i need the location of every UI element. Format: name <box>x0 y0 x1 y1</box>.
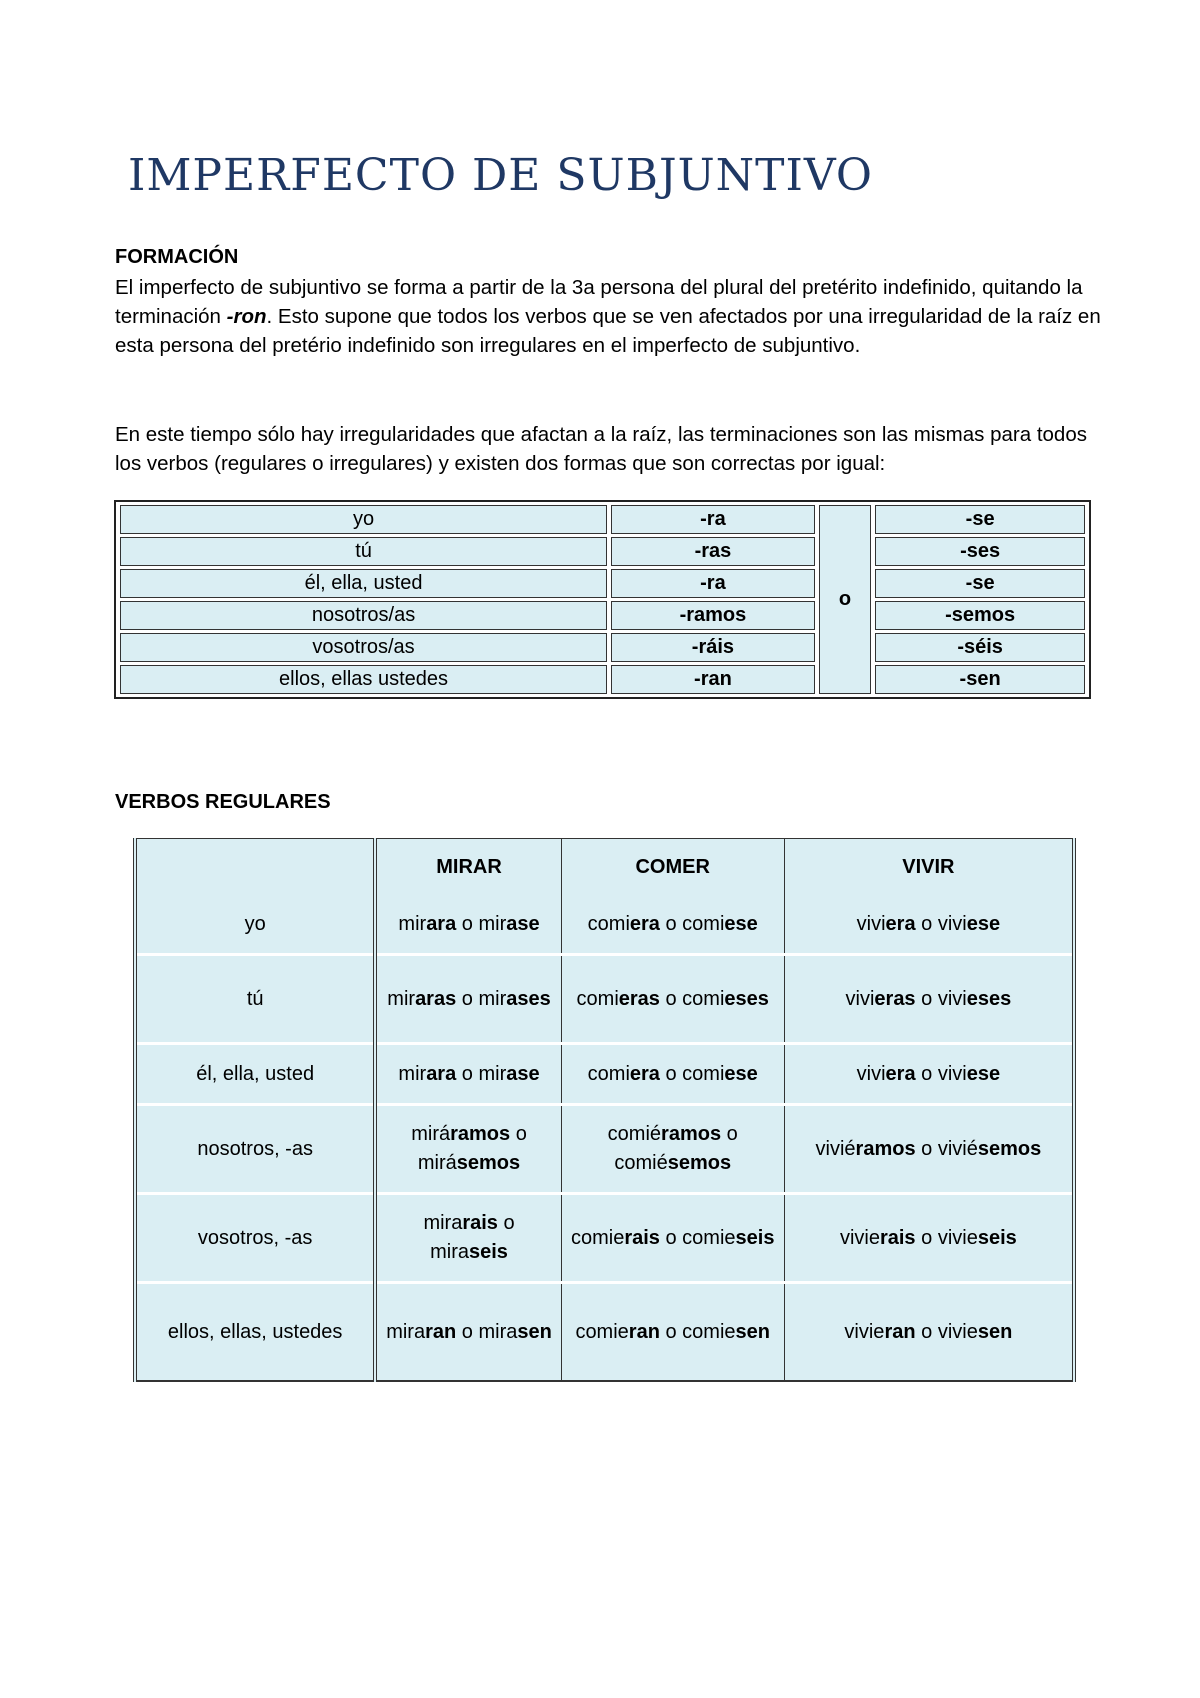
verb-stem: comi <box>682 1062 725 1085</box>
paragraph-text: El imperfecto de subjuntivo se forma a partir de la 3a persona del plural del pretérito indefinido, quitando la terminación <box>115 276 1083 328</box>
verb-stem: comi <box>682 987 725 1010</box>
connector-text: o <box>659 1226 683 1249</box>
verb-stem: vivié <box>815 1137 856 1160</box>
conjugation-cell-mirar <box>375 955 561 1044</box>
verb-stem: vivi <box>845 987 875 1010</box>
formacion-paragraph-1 <box>115 273 1105 360</box>
verb-ending: seis <box>977 1226 1017 1249</box>
ra-ending-cell: -ra <box>611 505 815 534</box>
conjugation-cell-mirar <box>375 1194 561 1283</box>
pronoun-cell: yo <box>120 505 607 534</box>
header-vivir: VIVIR <box>784 839 1074 896</box>
verb-row <box>135 1044 1074 1105</box>
verb-ending: semos <box>667 1152 732 1174</box>
conjugation-cell-vivir <box>784 1283 1074 1382</box>
verb-ending: semos <box>977 1137 1042 1160</box>
pronoun-cell: tú <box>120 537 607 566</box>
conjugation-cell-comer <box>561 1044 784 1105</box>
connector-text: o <box>915 1320 938 1343</box>
formacion-heading: FORMACIÓN <box>115 246 239 268</box>
verb-ending: ran <box>425 1320 457 1343</box>
endings-row <box>120 569 1085 598</box>
pronoun-cell: ellos, ellas ustedes <box>120 665 607 694</box>
verb-stem: comié <box>614 1152 668 1174</box>
connector-text: o <box>456 1062 479 1085</box>
verb-stem: comi <box>576 987 619 1010</box>
verb-stem: comi <box>587 1062 630 1085</box>
verb-ending: ase <box>506 912 540 935</box>
verb-ending: eras <box>874 987 916 1010</box>
verb-stem: vivie <box>937 1226 978 1249</box>
regular-verbs-table <box>133 838 1076 1382</box>
se-ending-cell: -ses <box>875 537 1085 566</box>
endings-row <box>120 665 1085 694</box>
conjugation-cell-mirar <box>375 1283 561 1382</box>
verb-ending: era <box>629 912 660 935</box>
verb-stem: mirá <box>411 1123 451 1145</box>
verb-row <box>135 1283 1074 1382</box>
verb-ending: sen <box>977 1320 1013 1343</box>
verb-stem: mira <box>478 1320 518 1343</box>
endings-row <box>120 633 1085 662</box>
empty-header-cell <box>135 839 375 896</box>
connector-text: o <box>915 912 938 935</box>
verb-stem: mir <box>387 987 416 1010</box>
conjugation-cell-vivir <box>784 955 1074 1044</box>
verb-ending: rais <box>624 1226 660 1249</box>
header-comer: COMER <box>561 839 784 896</box>
conjugation-cell-mirar <box>375 1044 561 1105</box>
conjugation-cell-comer <box>561 1105 784 1194</box>
verb-ending: ramos <box>661 1123 722 1145</box>
connector-text: o <box>659 1062 683 1085</box>
verb-ending: rais <box>462 1212 498 1234</box>
conjugation-cell-vivir <box>784 1105 1074 1194</box>
verb-stem: mira <box>386 1320 426 1343</box>
verb-ending: era <box>885 1062 916 1085</box>
verb-stem: vivie <box>839 1226 880 1249</box>
verb-stem: vivi <box>856 912 886 935</box>
endings-row <box>120 537 1085 566</box>
connector-text: o <box>510 1123 527 1145</box>
verb-stem: mir <box>398 912 427 935</box>
connector-text: o <box>915 987 938 1010</box>
conjugation-cell-vivir <box>784 1044 1074 1105</box>
verb-stem: vivie <box>937 1320 978 1343</box>
verb-ending: ramos <box>450 1123 511 1145</box>
verb-row <box>135 1194 1074 1283</box>
pronoun-cell: él, ella, usted <box>120 569 607 598</box>
verb-stem: mira <box>423 1212 463 1234</box>
connector-text: o <box>915 1226 938 1249</box>
verb-stem: comie <box>682 1320 736 1343</box>
verb-stem: mir <box>478 987 507 1010</box>
verb-stem: vivie <box>844 1320 885 1343</box>
verb-row <box>135 955 1074 1044</box>
connector-text: o <box>659 987 683 1010</box>
se-ending-cell: -se <box>875 505 1085 534</box>
verb-stem: comié <box>607 1123 662 1145</box>
verb-stem: mira <box>430 1241 469 1263</box>
verb-stem: mir <box>398 1062 427 1085</box>
pronoun-cell: nosotros, -as <box>135 1105 375 1194</box>
verb-stem: vivi <box>937 912 967 935</box>
conjugation-cell-comer <box>561 955 784 1044</box>
ra-ending-cell: -ran <box>611 665 815 694</box>
pronoun-cell: vosotros/as <box>120 633 607 662</box>
verb-ending: ese <box>724 1062 758 1085</box>
se-ending-cell: -sen <box>875 665 1085 694</box>
pronoun-cell: ellos, ellas, ustedes <box>135 1283 375 1382</box>
ra-ending-cell: -ráis <box>611 633 815 662</box>
verb-ending: seis <box>469 1241 508 1263</box>
verb-ending: ese <box>966 912 1001 935</box>
pronoun-cell: yo <box>135 895 375 955</box>
se-ending-cell: -séis <box>875 633 1085 662</box>
verb-ending: ases <box>506 987 551 1010</box>
verb-ending: sen <box>735 1320 770 1343</box>
verb-stem: mir <box>478 912 507 935</box>
conjugation-cell-mirar <box>375 895 561 955</box>
endings-row <box>120 601 1085 630</box>
pronoun-cell: él, ella, usted <box>135 1044 375 1105</box>
verb-stem: comie <box>570 1226 625 1249</box>
verb-ending: ran <box>628 1320 660 1343</box>
verb-stem: mir <box>478 1062 507 1085</box>
verb-row <box>135 1105 1074 1194</box>
verb-stem: vivi <box>937 1062 967 1085</box>
ra-ending-cell: -ras <box>611 537 815 566</box>
conjugation-cell-comer <box>561 1283 784 1382</box>
paragraph-text: . Esto supone que todos los verbos que se ven afectados por una irregularidad de la raíz en esta persona del pretério indefinido son irregulares en el imperfecto de subjuntivo. <box>115 305 1101 357</box>
verb-ending: rais <box>879 1226 916 1249</box>
verb-ending: ase <box>506 1062 540 1085</box>
se-ending-cell: -semos <box>875 601 1085 630</box>
header-mirar: MIRAR <box>375 839 561 896</box>
verb-stem: vivié <box>937 1137 978 1160</box>
verb-ending: ran <box>884 1320 916 1343</box>
pronoun-cell: tú <box>135 955 375 1044</box>
connector-text: o <box>659 912 683 935</box>
verb-ending: ramos <box>855 1137 916 1160</box>
endings-row <box>120 505 1085 534</box>
verb-ending: sen <box>517 1320 552 1343</box>
conjugation-cell-vivir <box>784 1194 1074 1283</box>
connector-text: o <box>456 912 479 935</box>
se-ending-cell: -se <box>875 569 1085 598</box>
verb-ending: eras <box>618 987 660 1010</box>
verb-stem: vivi <box>856 1062 886 1085</box>
verb-stem: comie <box>682 1226 736 1249</box>
page-title: IMPERFECTO DE SUBJUNTIVO <box>128 150 873 201</box>
verb-ending: aras <box>415 987 457 1010</box>
connector-text: o <box>915 1137 938 1160</box>
verb-row <box>135 895 1074 955</box>
verb-ending: ese <box>724 912 758 935</box>
verb-stem: vivi <box>937 987 967 1010</box>
verb-stem: comie <box>575 1320 629 1343</box>
verbos-regulares-heading: VERBOS REGULARES <box>115 791 331 813</box>
ra-ending-cell: -ramos <box>611 601 815 630</box>
verb-ending: eses <box>966 987 1012 1010</box>
verb-ending: eses <box>724 987 769 1010</box>
conjugation-cell-comer <box>561 1194 784 1283</box>
conjugation-cell-mirar <box>375 1105 561 1194</box>
formacion-paragraph-2: En este tiempo sólo hay irregularidades que afactan a la raíz, las terminaciones son las mismas para todos los verbos (regulares o irregulares) y existen dos formas que son correctas por igual: <box>115 423 1087 475</box>
pronoun-cell: nosotros/as <box>120 601 607 630</box>
connector-text: o <box>456 987 479 1010</box>
conjugation-cell-vivir <box>784 895 1074 955</box>
connector-text: o <box>915 1062 938 1085</box>
verb-ending: seis <box>735 1226 775 1249</box>
endings-table <box>114 500 1091 699</box>
verb-ending: ese <box>966 1062 1001 1085</box>
verb-stem: comi <box>587 912 630 935</box>
verb-stem: comi <box>682 912 725 935</box>
connector-text: o <box>659 1320 683 1343</box>
verb-ending: semos <box>456 1152 521 1174</box>
verb-ending: ara <box>426 1062 457 1085</box>
conjugation-cell-comer <box>561 895 784 955</box>
connector-text: o <box>456 1320 479 1343</box>
verb-ending: ara <box>426 912 457 935</box>
verb-ending: era <box>629 1062 660 1085</box>
verb-stem: mirá <box>417 1152 457 1174</box>
verb-ending: era <box>885 912 916 935</box>
ron-ending-text: -ron <box>226 305 267 328</box>
connector-text: o <box>721 1123 738 1145</box>
connector-text: o <box>497 1212 515 1234</box>
connector-cell: o <box>819 505 871 694</box>
pronoun-cell: vosotros, -as <box>135 1194 375 1283</box>
ra-ending-cell: -ra <box>611 569 815 598</box>
